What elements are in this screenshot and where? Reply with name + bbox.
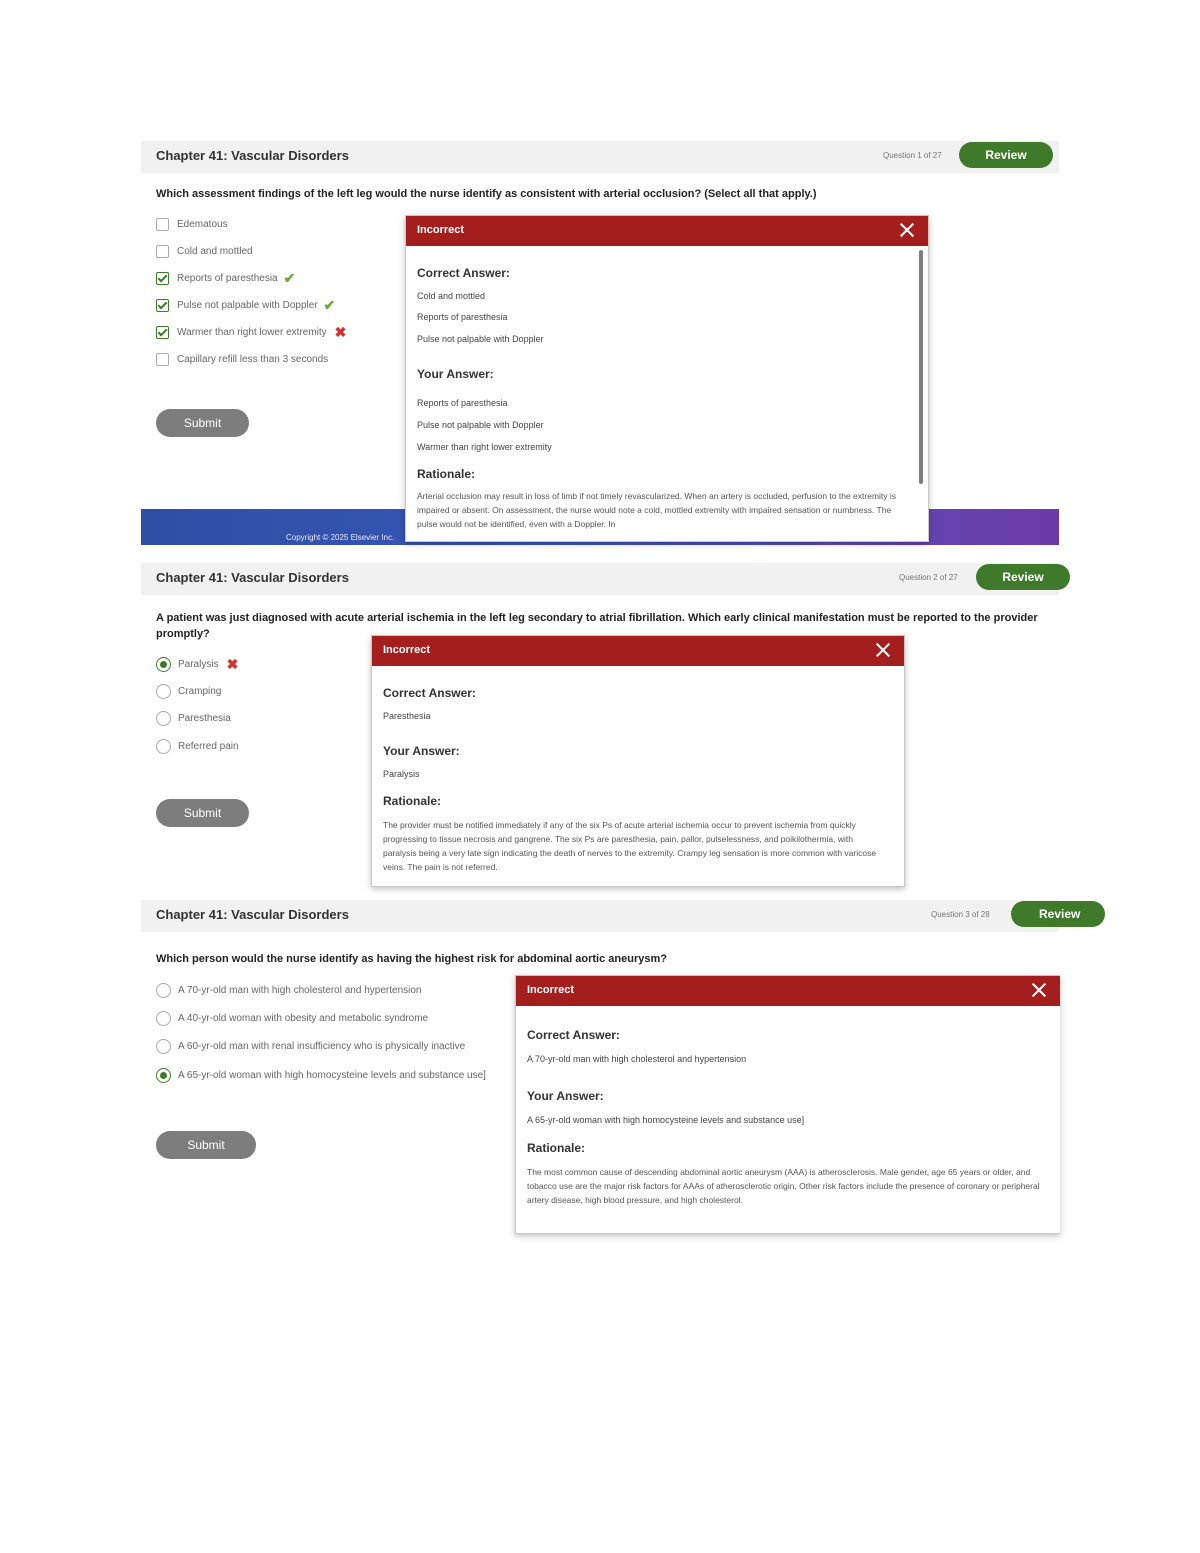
correct-answer-heading: Correct Answer: — [417, 266, 510, 280]
checkbox[interactable] — [156, 353, 169, 366]
option-label: Paralysis — [178, 658, 219, 670]
checkmark-icon: ✔ — [323, 296, 336, 313]
radio-selected[interactable] — [156, 657, 171, 672]
option-label: A 70-yr-old man with high cholesterol and hypertension — [178, 984, 422, 996]
question-text: Which assessment findings of the left leg would the nurse identify as consistent with arterial occlusion? (Select all that apply.) — [156, 188, 817, 200]
question-text: Which person would the nurse identify as having the highest risk for abdominal aortic aneurysm? — [156, 953, 667, 965]
scrollbar[interactable] — [919, 250, 923, 484]
option-label: Paresthesia — [178, 712, 231, 724]
correct-answer-item: Reports of paresthesia — [417, 312, 508, 322]
option-label: A 40-yr-old woman with obesity and metabolic syndrome — [178, 1012, 429, 1024]
modal-header — [406, 216, 928, 246]
rationale-text: The provider must be notified immediately if any of the six Ps of acute arterial ischemia occur to prevent ischemia from quickly progressing to tissue necrosis and gangrene. The six Ps are paresthesia, pain, pallor, pulselessness, and poikilothermia, with paralysis being a very late sign indicating the death of nerves to the extremity. Crampy leg sensation is more common with varicose veins. The pain is not referred. — [383, 820, 877, 872]
your-answer-item: Paralysis — [383, 769, 420, 779]
radio[interactable] — [156, 983, 171, 998]
modal-header — [516, 976, 1060, 1006]
radio-selected[interactable] — [156, 1068, 171, 1083]
option-label: Cold and mottled — [177, 245, 253, 257]
correct-answer-item: A 70-yr-old man with high cholesterol and hypertension — [527, 1054, 747, 1064]
panel-header — [141, 563, 1059, 595]
close-icon[interactable] — [1030, 981, 1048, 999]
question-counter: Question 2 of 27 — [899, 573, 958, 582]
feedback-modal-3 — [515, 975, 1060, 1234]
submit-button[interactable]: Submit — [156, 799, 249, 827]
checkbox[interactable] — [156, 245, 169, 258]
copyright-text: Copyright © 2025 Elsevier Inc. — [286, 533, 395, 542]
feedback-modal-1 — [405, 215, 929, 542]
rationale-heading: Rationale: — [417, 467, 476, 481]
your-answer-heading: Your Answer: — [527, 1089, 604, 1103]
option-label: Pulse not palpable with Doppler — [177, 299, 318, 311]
close-icon[interactable] — [898, 221, 916, 239]
your-answer-item: Pulse not palpable with Doppler — [417, 420, 544, 430]
radio[interactable] — [156, 1039, 171, 1054]
correct-answer-item: Pulse not palpable with Doppler — [417, 334, 544, 344]
option-1[interactable] — [156, 216, 228, 232]
checkbox-checked[interactable] — [156, 299, 169, 312]
modal-title: Incorrect — [383, 644, 431, 656]
your-answer-heading: Your Answer: — [383, 744, 460, 758]
option-1[interactable] — [156, 656, 238, 672]
option-label: Warmer than right lower extremity — [177, 326, 327, 338]
correct-answer-heading: Correct Answer: — [527, 1028, 620, 1042]
feedback-modal-2 — [371, 635, 905, 887]
option-label: Capillary refill less than 3 seconds — [177, 353, 329, 365]
option-label: A 60-yr-old man with renal insufficiency who is physically inactive — [178, 1040, 466, 1052]
x-mark-icon: ✖ — [226, 655, 239, 672]
your-answer-item: Reports of paresthesia — [417, 398, 508, 408]
option-2[interactable] — [156, 1010, 428, 1026]
review-button[interactable]: Review — [959, 142, 1053, 168]
option-6[interactable] — [156, 351, 328, 367]
rationale-text: Arterial occlusion may result in loss of limb if not timely revascularized. When an artery is occluded, perfusion to the extremity is impaired or absent. On assessment, the nurse would note a cold, mottled extremity with impaired sensation or numbness. The pulse would not be identified, even with a Doppler. In — [417, 491, 897, 529]
modal-title: Incorrect — [417, 224, 465, 236]
checkbox[interactable] — [156, 218, 169, 231]
rationale-heading: Rationale: — [527, 1141, 586, 1155]
option-3[interactable] — [156, 270, 295, 286]
review-button[interactable]: Review — [1011, 901, 1105, 927]
question-counter: Question 1 of 27 — [883, 151, 942, 160]
correct-answer-heading: Correct Answer: — [383, 686, 476, 700]
radio[interactable] — [156, 684, 171, 699]
checkbox-checked[interactable] — [156, 326, 169, 339]
checkmark-icon: ✔ — [283, 269, 296, 286]
chapter-title: Chapter 41: Vascular Disorders — [156, 907, 349, 922]
submit-button[interactable]: Submit — [156, 409, 249, 437]
option-label: Referred pain — [178, 740, 239, 752]
your-answer-item: A 65-yr-old woman with high homocysteine levels and substance use] — [527, 1115, 805, 1125]
modal-title: Incorrect — [527, 984, 575, 996]
modal-header — [372, 636, 904, 666]
option-2[interactable] — [156, 683, 221, 699]
review-button[interactable]: Review — [976, 564, 1070, 590]
option-4[interactable] — [156, 738, 239, 754]
option-label: Reports of paresthesia — [177, 272, 278, 284]
option-4[interactable] — [156, 1067, 486, 1083]
option-4[interactable] — [156, 297, 335, 313]
correct-answer-item: Paresthesia — [383, 711, 431, 721]
submit-button[interactable]: Submit — [156, 1131, 256, 1159]
x-mark-icon: ✖ — [334, 323, 347, 340]
close-icon[interactable] — [874, 641, 892, 659]
checkbox-checked[interactable] — [156, 272, 169, 285]
radio[interactable] — [156, 711, 171, 726]
chapter-title: Chapter 41: Vascular Disorders — [156, 570, 349, 585]
your-answer-item: Warmer than right lower extremity — [417, 442, 552, 452]
radio[interactable] — [156, 1011, 171, 1026]
option-label: A 65-yr-old woman with high homocysteine levels and substance use] — [178, 1069, 486, 1081]
panel-header — [141, 141, 1059, 173]
chapter-title: Chapter 41: Vascular Disorders — [156, 148, 349, 163]
question-counter: Question 3 of 28 — [931, 910, 990, 919]
correct-answer-item: Cold and mottled — [417, 291, 486, 301]
option-5[interactable] — [156, 324, 346, 340]
option-3[interactable] — [156, 1038, 465, 1054]
question-text: A patient was just diagnosed with acute arterial ischemia in the left leg secondary to atrial fibrillation. Which early clinical manifestation must be reported to the provider promptly? — [156, 612, 1038, 640]
option-1[interactable] — [156, 982, 421, 998]
option-label: Cramping — [178, 685, 222, 697]
your-answer-heading: Your Answer: — [417, 367, 494, 381]
rationale-heading: Rationale: — [383, 794, 442, 808]
option-2[interactable] — [156, 243, 253, 259]
option-3[interactable] — [156, 710, 231, 726]
radio[interactable] — [156, 739, 171, 754]
panel-header — [141, 900, 1081, 932]
rationale-text: The most common cause of descending abdominal aortic aneurysm (AAA) is atherosclerosis. Male gender, age 65 years or older, and tobacco use are the major risk factors for AAAs of atherosclerotic origin. Other risk factors include the presence of coronary or peripheral artery disease, high blood pressure, and high cholesterol. — [527, 1167, 1040, 1205]
option-label: Edematous — [177, 218, 228, 230]
